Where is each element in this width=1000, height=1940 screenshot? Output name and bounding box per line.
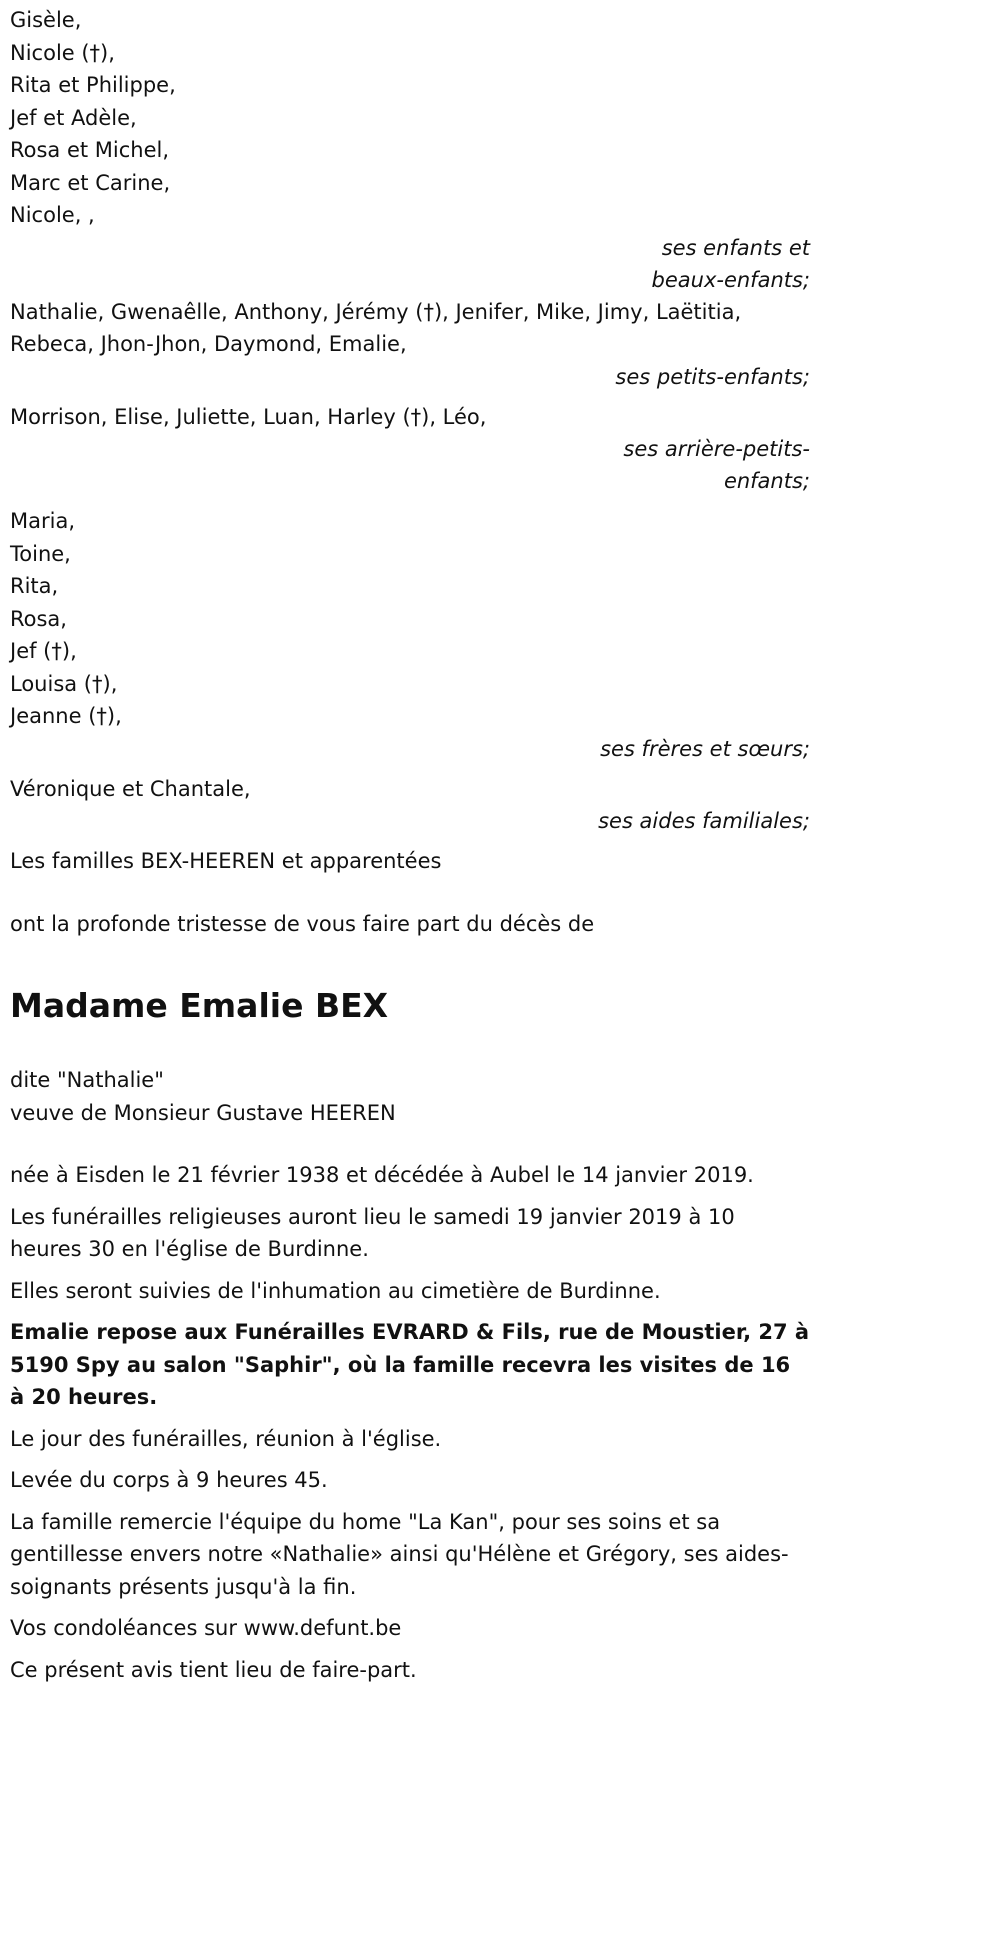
- grandchildren-list: [10, 296, 810, 361]
- body-removal-info: Levée du corps à 9 heures 45.: [10, 1468, 328, 1492]
- families: Les familles BEX-HEEREN et apparentées: [10, 849, 442, 873]
- children-list: [10, 4, 810, 232]
- deceased-name: Madame Emalie BEX: [10, 986, 389, 1025]
- list-item: Gisèle,: [10, 8, 82, 32]
- list-item: Louisa (†),: [10, 671, 118, 696]
- list-item: Rita et Philippe,: [10, 73, 176, 97]
- list-item: Rosa,: [10, 606, 67, 631]
- list-item: Rosa et Michel,: [10, 138, 170, 162]
- list-item: Toine,: [10, 541, 71, 566]
- siblings-list: [10, 505, 810, 733]
- meeting-info: Le jour des funérailles, réunion à l'église.: [10, 1426, 442, 1451]
- list-item: Véronique et Chantale,: [10, 776, 251, 801]
- role-label: beaux-enfants;: [651, 267, 810, 292]
- children-role: [10, 232, 810, 296]
- burial-info: Elles seront suivies de l'inhumation au cimetière de Burdinne.: [10, 1278, 661, 1303]
- widow-of: veuve de Monsieur Gustave HEEREN: [10, 1100, 396, 1125]
- list-item: Rebeca, Jhon-Jhon, Daymond, Emalie,: [10, 332, 407, 356]
- list-item: Rita,: [10, 574, 59, 598]
- list-item: Nicole (†),: [10, 40, 115, 65]
- announcement: ont la profonde tristesse de vous faire part du décès de: [10, 911, 595, 936]
- helpers-list: [10, 773, 810, 806]
- visitation-info: Emalie repose aux Funérailles EVRARD & Fils, rue de Moustier, 27 à 5190 Spy au salon "Saphir", où la famille recevra les visites de 16 à 20 heures.: [10, 1320, 810, 1409]
- nickname: dite "Nathalie": [10, 1068, 164, 1092]
- role-label: ses enfants et: [661, 235, 810, 260]
- list-item: Jef et Adèle,: [10, 105, 137, 130]
- role-label: ses arrière-petits-: [623, 437, 810, 461]
- list-item: Morrison, Elise, Juliette, Luan, Harley (†), Léo,: [10, 404, 487, 429]
- list-item: Jef (†),: [10, 639, 77, 663]
- funeral-info: Les funérailles religieuses auront lieu le samedi 19 janvier 2019 à 10 heures 30 en l'église de Burdinne.: [10, 1204, 735, 1261]
- notice-text: Ce présent avis tient lieu de faire-part.: [10, 1657, 417, 1682]
- grandchildren-role: ses petits-enfants;: [615, 364, 810, 389]
- helpers-role: ses aides familiales;: [598, 809, 810, 833]
- birth-death: née à Eisden le 21 février 1938 et décédée à Aubel le 14 janvier 2019.: [10, 1163, 754, 1187]
- list-item: Nicole, ,: [10, 203, 95, 227]
- great-grandchildren-list: [10, 401, 810, 434]
- list-item: Maria,: [10, 509, 75, 533]
- list-item: Jeanne (†),: [10, 704, 122, 728]
- condolences-text: Vos condoléances sur www.defunt.be: [10, 1616, 402, 1640]
- siblings-role: ses frères et sœurs;: [600, 736, 810, 761]
- great-grandchildren-role: [10, 433, 810, 497]
- role-label: enfants;: [723, 469, 810, 493]
- thanks-text: La famille remercie l'équipe du home "La Kan", pour ses soins et sa gentillesse envers notre «Nathalie» ainsi qu'Hélène et Grégory, ses aides-soignants présents jusqu'à la fin.: [10, 1509, 789, 1599]
- list-item: Marc et Carine,: [10, 170, 171, 195]
- list-item: Nathalie, Gwenaêlle, Anthony, Jérémy (†), Jenifer, Mike, Jimy, Laëtitia,: [10, 299, 742, 324]
